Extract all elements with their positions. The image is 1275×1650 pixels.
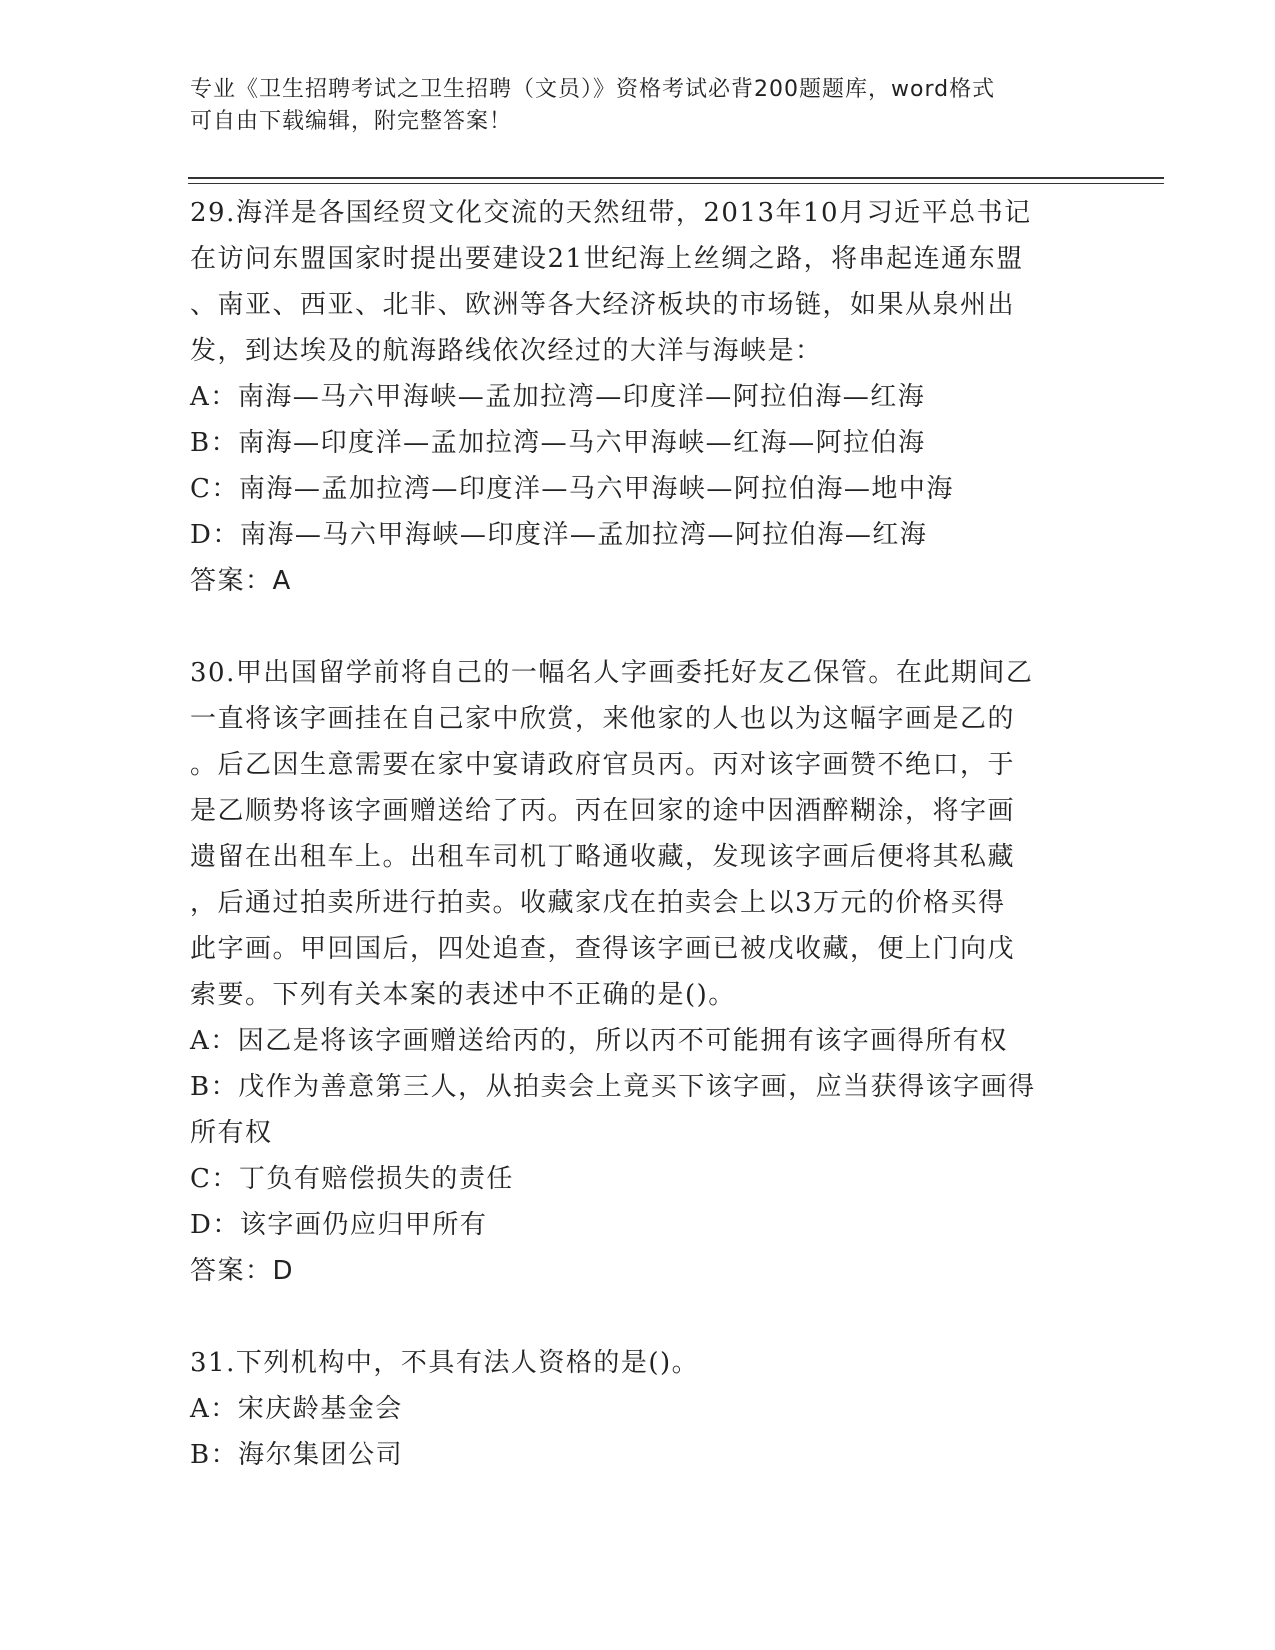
question-30-stem-line-5: 遗留在出租车上。出租车司机丁略通收藏，发现该字画后便将其私藏	[190, 842, 1016, 872]
question-spacer	[190, 604, 1080, 650]
question-29-stem-line-1: 29.海洋是各国经贸文化交流的天然纽带，2013年10月习近平总书记	[190, 198, 1032, 228]
question-30-stem-line-7: 此字画。甲回国后，四处追查，查得该字画已被戊收藏，便上门向戊	[190, 934, 1016, 964]
question-30-answer: 答案：D	[190, 1256, 295, 1286]
question-30-stem-line-2: 一直将该字画挂在自己家中欣赏，来他家的人也以为这幅字画是乙的	[190, 704, 1016, 734]
question-29-option-a: A：南海—马六甲海峡—孟加拉湾—印度洋—阿拉伯海—红海	[190, 382, 926, 412]
question-30-option-c: C：丁负有赔偿损失的责任	[190, 1164, 514, 1194]
question-30-option-d: D：该字画仍应归甲所有	[190, 1210, 488, 1240]
header-title-line-1: 专业《卫生招聘考试之卫生招聘（文员）》资格考试必背200题题库，word格式	[190, 77, 996, 102]
header-title-line-2: 可自由下载编辑，附完整答案！	[190, 109, 513, 134]
question-31	[190, 1340, 1080, 1478]
question-29-option-b: B：南海—印度洋—孟加拉湾—马六甲海峡—红海—阿拉伯海	[190, 428, 926, 458]
question-30-stem-line-1: 30.甲出国留学前将自己的一幅名人字画委托好友乙保管。在此期间乙	[190, 658, 1034, 688]
question-30-stem-line-4: 是乙顺势将该字画赠送给了丙。丙在回家的途中因酒醉糊涂，将字画	[190, 796, 1016, 826]
question-29-stem-line-4: 发，到达埃及的航海路线依次经过的大洋与海峡是：	[190, 336, 823, 366]
document-header	[190, 74, 1090, 138]
question-30-option-b-continued: 所有权	[190, 1118, 273, 1148]
question-29-answer: 答案：A	[190, 566, 292, 596]
question-30-option-b: B：戊作为善意第三人，从拍卖会上竟买下该字画，应当获得该字画得	[190, 1072, 1036, 1102]
question-30-stem-line-3: 。后乙因生意需要在家中宴请政府官员丙。丙对该字画赞不绝口，于	[190, 750, 1016, 780]
question-29-stem-line-3: 、南亚、西亚、北非、欧洲等各大经济板块的市场链，如果从泉州出	[190, 290, 1016, 320]
question-31-stem-line-1: 31.下列机构中，不具有法人资格的是()。	[190, 1348, 700, 1378]
question-29-stem-line-2: 在访问东盟国家时提出要建设21世纪海上丝绸之路，将串起连通东盟	[190, 244, 1024, 274]
question-31-option-a: A：宋庆龄基金会	[190, 1394, 403, 1424]
question-spacer	[190, 1294, 1080, 1340]
question-30	[190, 650, 1080, 1294]
question-list	[190, 190, 1080, 1478]
question-29-option-c: C：南海—孟加拉湾—印度洋—马六甲海峡—阿拉伯海—地中海	[190, 474, 954, 504]
question-30-stem-line-6: ，后通过拍卖所进行拍卖。收藏家戊在拍卖会上以3万元的价格买得	[190, 888, 1006, 918]
question-29-option-d: D：南海—马六甲海峡—印度洋—孟加拉湾—阿拉伯海—红海	[190, 520, 928, 550]
header-divider	[188, 177, 1164, 184]
question-30-stem-line-8: 索要。下列有关本案的表述中不正确的是()。	[190, 980, 736, 1010]
question-30-option-a: A：因乙是将该字画赠送给丙的，所以丙不可能拥有该字画得所有权	[190, 1026, 1008, 1056]
question-31-option-b: B：海尔集团公司	[190, 1440, 404, 1470]
question-29	[190, 190, 1080, 604]
